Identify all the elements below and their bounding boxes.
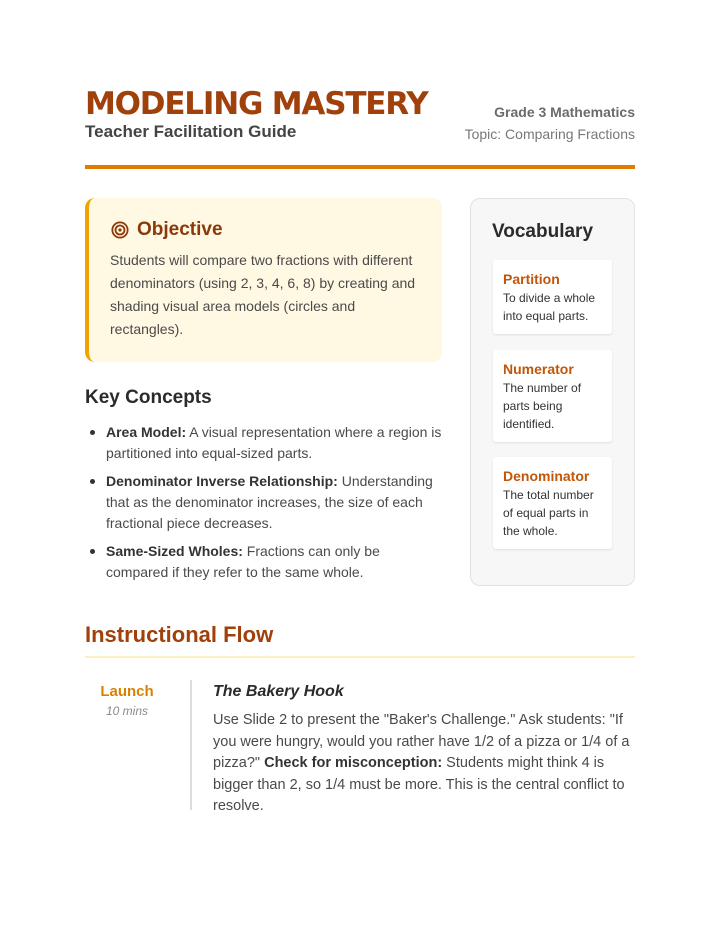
phase-duration: 10 mins [105,704,149,718]
objective-text: Students will compare two fractions with different denominators (using 2, 3, 4, 6, 8) by creating and shading visual area models (circles and rectangles). [110,252,416,337]
concept-text: Understanding that as the denominator increases, the size of each fractional piece decreases. [106,473,433,531]
vocab-term: Partition [503,271,560,287]
vocab-definition: The total number of equal parts in the whole. [503,488,594,538]
vocab-term: Denominator [503,468,590,484]
header-divider [85,165,635,169]
key-concepts-list [85,422,445,590]
bullet-icon [90,430,95,435]
vocab-definition: To divide a whole into equal parts. [503,291,596,323]
header-meta [465,102,635,144]
section-divider [85,656,635,658]
list-item [85,541,445,583]
vocab-term: Numerator [503,361,574,377]
concept-text: Fractions can only be compared if they refer to the same whole. [106,543,380,580]
objective-box [85,198,442,362]
document-subtitle: Teacher Facilitation Guide [85,122,297,141]
document-title: MODELING MASTERY [85,86,428,122]
phase-label [85,682,169,719]
vocab-card [493,350,612,442]
topic-label: Topic: Comparing Fractions [464,126,635,142]
vocabulary-panel [470,198,635,586]
misconception-label: Check for misconception: [264,755,443,771]
vocab-card [493,260,612,334]
step-text-intro: Use Slide 2 to present the "Baker's Challenge." Ask students: "If you were hungry, would you rather have 1/2 of a pizza or 1/4 of a pizza?" [213,712,630,771]
bullet-icon [90,479,95,484]
list-item [85,471,445,534]
vocab-definition: The number of parts being identified. [503,381,582,431]
objective-title: Objective [137,219,223,240]
list-item [85,422,445,464]
step-text-after: Students might think 4 is bigger than 2, so 1/4 must be more. This is the central conflict to resolve. [213,755,625,814]
header [85,84,635,170]
concept-term: Denominator Inverse Relationship: [106,473,338,489]
concept-term: Same-Sized Wholes: [106,543,243,559]
bullet-icon [90,549,95,554]
vocabulary-title: Vocabulary [492,221,594,242]
phase-name: Launch [100,683,154,700]
objective-heading [111,218,223,242]
key-concepts-title: Key Concepts [85,387,212,408]
timeline-line [190,680,192,810]
concept-text: A visual representation where a region is partitioned into equal-sized parts. [106,424,442,461]
step-description [213,710,635,818]
target-icon [111,221,129,239]
step-title: The Bakery Hook [213,683,344,700]
grade-label: Grade 3 Mathematics [494,104,635,120]
instructional-flow-title: Instructional Flow [85,622,274,647]
vocab-card [493,457,612,549]
concept-term: Area Model: [106,424,187,440]
